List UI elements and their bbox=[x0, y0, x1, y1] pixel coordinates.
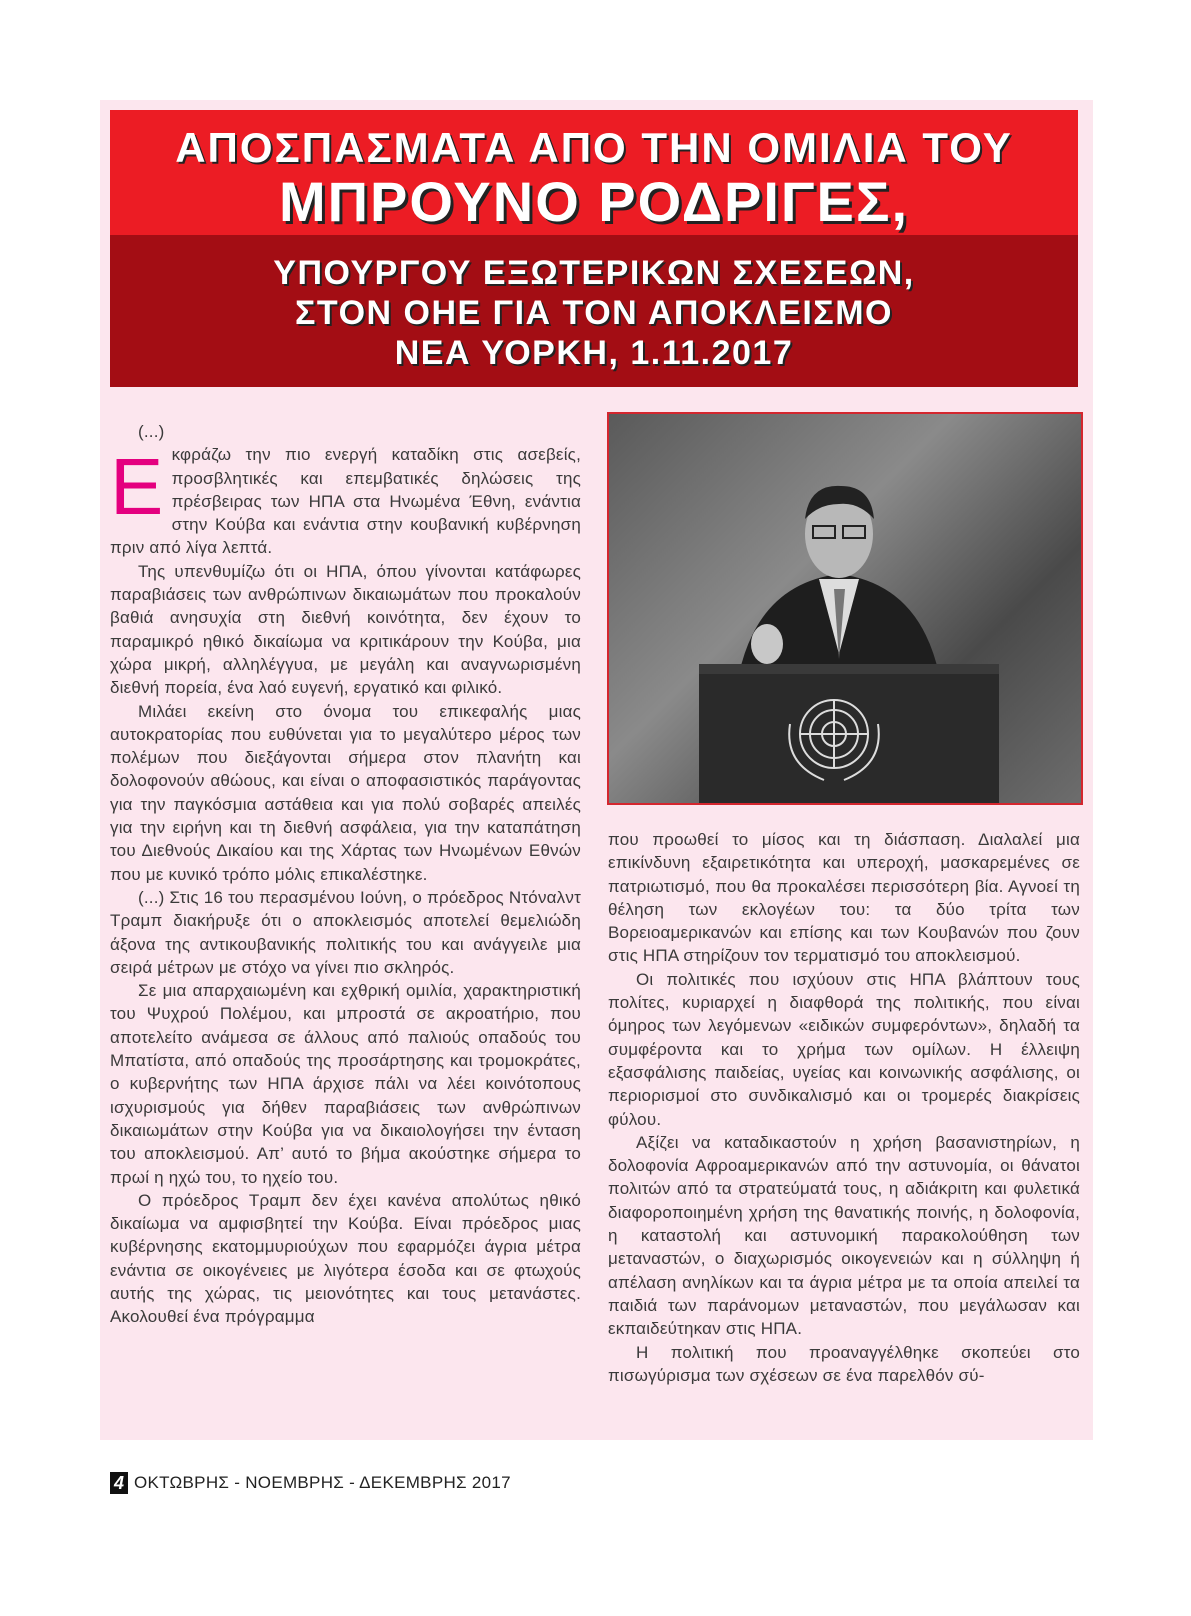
paragraph: Ο πρόεδρος Τραμπ δεν έχει κανένα απολύτως ηθικό δικαίωμα να αμφισβητεί την Κούβα. Είναι πρόεδρος μιας κυβέρνησης εκατομμυριούχων που εφαρμόζει άγρια μέτρα ενάντια σε οικογένειες με λιγότερα έσοδα και σε φτωχούς αυτής της χώρας, τις μειονότητες και τους μετανάστες. Ακολουθεί ένα πρόγραμμα bbox=[110, 1190, 581, 1327]
issue-date: ΟΚΤΩΒΡΗΣ - ΝΟΕΜΒΡΗΣ - ΔΕΚΕΜΒΡΗΣ 2017 bbox=[134, 1473, 511, 1492]
page-number: 4 bbox=[110, 1472, 128, 1494]
paragraph bbox=[110, 443, 581, 559]
paragraph: Αξίζει να καταδικαστούν η χρήση βασανιστηρίων, η δολοφονία Αφροαμερικανών από την αστυνομία, οι θάνατοι πολιτών από τα στρατεύματά τους, η αδιάκριτη και φυλετικά διαφοροποιημένη χρήση της θανατικής ποινής, η δολοφονία, η καταστολή και αστυνομική παρακολούθηση των μεταναστών, ο διαχωρισμός οικογενειών και η σύλληψη ή απέλαση ανηλίκων και τα άγρια μέτρα με τα οποία απειλεί τα παιδιά των παράνομων μεταναστών, που μεγάλωσαν και εκπαιδεύτηκαν στις ΗΠΑ. bbox=[608, 1132, 1080, 1339]
header-subtitle-line: ΥΠΟΥΡΓΟΥ ΕΞΩΤΕΡΙΚΩΝ ΣΧΕΣΕΩΝ, bbox=[273, 254, 915, 292]
paragraph: Της υπενθυμίζω ότι οι ΗΠΑ, όπου γίνονται κατάφωρες παραβιάσεις των ανθρώπινων δικαιωμάτων που προκαλούν βαθιά ανησυχία στη διεθνή κοινότητα, δεν έχουν το παραμικρό ηθικό δικαίωμα να κριτικάρουν την Κούβα, μια χώρα μικρή, αλληλέγγυα, με μεγάλη και αναγνωρισμένη διεθνή πορεία, ένα λαό ευγενή, εργατικό και φιλικό. bbox=[110, 561, 581, 698]
page-footer bbox=[110, 1472, 511, 1494]
header-title: ΜΠΡΟΥΝΟ ΡΟΔΡΙΓΕΣ, bbox=[278, 170, 910, 233]
header-subtitle-band bbox=[110, 235, 1078, 387]
paragraph: (...) Στις 16 του περασμένου Ιούνη, ο πρόεδρος Ντόναλντ Τραμπ διακήρυξε ότι ο αποκλεισμός αποτελεί θεμελιώδη άξονα της αντικουβανικής πολιτικής του και ανάγγειλε μια σειρά μέτρων με στόχο να γίνει πιο σκληρός. bbox=[110, 887, 581, 977]
ellipsis: (...) bbox=[138, 422, 165, 441]
paragraph: που προωθεί το μίσος και τη διάσπαση. Διαλαλεί μια επικίνδυνη εξαιρετικότητα και υπεροχή, μασκαρεμένες σε πατριωτισμό, που θα προκαλέσει περισσότερη βία. Αγνοεί τη θέληση των εκλογέων του: τα δύο τρίτα των Βορειοαμερικανών και επίσης και των Κουβανών που ζουν στις ΗΠΑ στηρίζουν τον τερματισμό του αποκλεισμού. bbox=[608, 830, 1080, 966]
paragraph: Σε μια απαρχαιωμένη και εχθρική ομιλία, χαρακτηριστική του Ψυχρού Πολέμου, και μπροστά σε ακροατήριο, που αποτελείτο ανάμεσα σε άλλους από παλιούς οπαδούς του Μπατίστα, από οπαδούς της προσάρτησης και τρομοκράτες, ο κυβερνήτης των ΗΠΑ άρχισε πάλι να λέει κοινότοπους ισχυρισμούς για δήθεν παραβιάσεις των ανθρώπινων δικαιωμάτων στην Κούβα για να δικαιολογήσει την ένταση του αποκλεισμού. Απ’ αυτό το βήμα ακούστηκε σήμερα το πρωί η ηχώ του, το ηχείο του. bbox=[110, 981, 581, 1187]
right-column bbox=[608, 828, 1080, 1387]
speaker-photo bbox=[607, 412, 1083, 805]
paragraph-text: κφράζω την πιο ενεργή καταδίκη στις ασεβείς, προσβλητικές και επεμβατικές δηλώσεις της πρέσβειρας των ΗΠΑ στα Ηνωμένα Έθνη, ενάντια στην Κούβα και ενάντια στην κουβανική κυβέρνηση πριν από λίγα λεπτά. bbox=[110, 445, 581, 558]
article-header bbox=[110, 110, 1078, 387]
paragraph: Μιλάει εκείνη στο όνομα του επικεφαλής μιας αυτοκρατορίας που ευθύνεται για το μεγαλύτερο μέρος των πολέμων που διεξάγονται σήμερα στον πλανήτη και δολοφονούν αθώους, και είναι ο αποφασιστικός παράγοντας για την παγκόσμια αστάθεια και για πολύ σοβαρές απειλές για την ειρήνη και τη διεθνή ασφάλεια, για την καταπάτηση του Διεθνούς Δικαίου και της Χάρτας των Ηνωμένων Εθνών που με κυνικό τρόπο μόλις επικαλέστηκε. bbox=[110, 701, 581, 884]
left-column bbox=[110, 420, 581, 1329]
drop-cap: Ε bbox=[110, 442, 164, 532]
header-kicker: ΑΠΟΣΠΑΣΜΑΤΑ ΑΠΟ ΤΗΝ ΟΜΙΛΙΑ ΤΟΥ bbox=[175, 124, 1013, 171]
speaker-at-podium-image bbox=[609, 414, 1081, 803]
header-dateline: ΝΕΑ ΥΟΡΚΗ, 1.11.2017 bbox=[394, 334, 794, 372]
header-top-band bbox=[110, 110, 1078, 235]
header-subtitle-line: ΣΤΟΝ ΟΗΕ ΓΙΑ ΤΟΝ ΑΠΟΚΛΕΙΣΜΟ bbox=[295, 294, 893, 332]
paragraph: Οι πολιτικές που ισχύουν στις ΗΠΑ βλάπτουν τους πολίτες, κυριαρχεί η διαφθορά της πολιτικής, που είναι όμηρος των λεγόμενων «ειδικών συμφερόντων», δηλαδή τα συμφέροντα και το χρήμα των ομίλων. Η έλλειψη εξασφάλισης παιδείας, υγείας και κοινωνικής ασφάλισης, οι περιορισμοί στο συνδικαλισμό και οι τρομερές διακρίσεις φύλου. bbox=[608, 969, 1080, 1129]
paragraph: Η πολιτική που προαναγγέλθηκε σκοπεύει στο πισωγύρισμα των σχέσεων σε ένα παρελθόν σύ- bbox=[608, 1342, 1080, 1385]
